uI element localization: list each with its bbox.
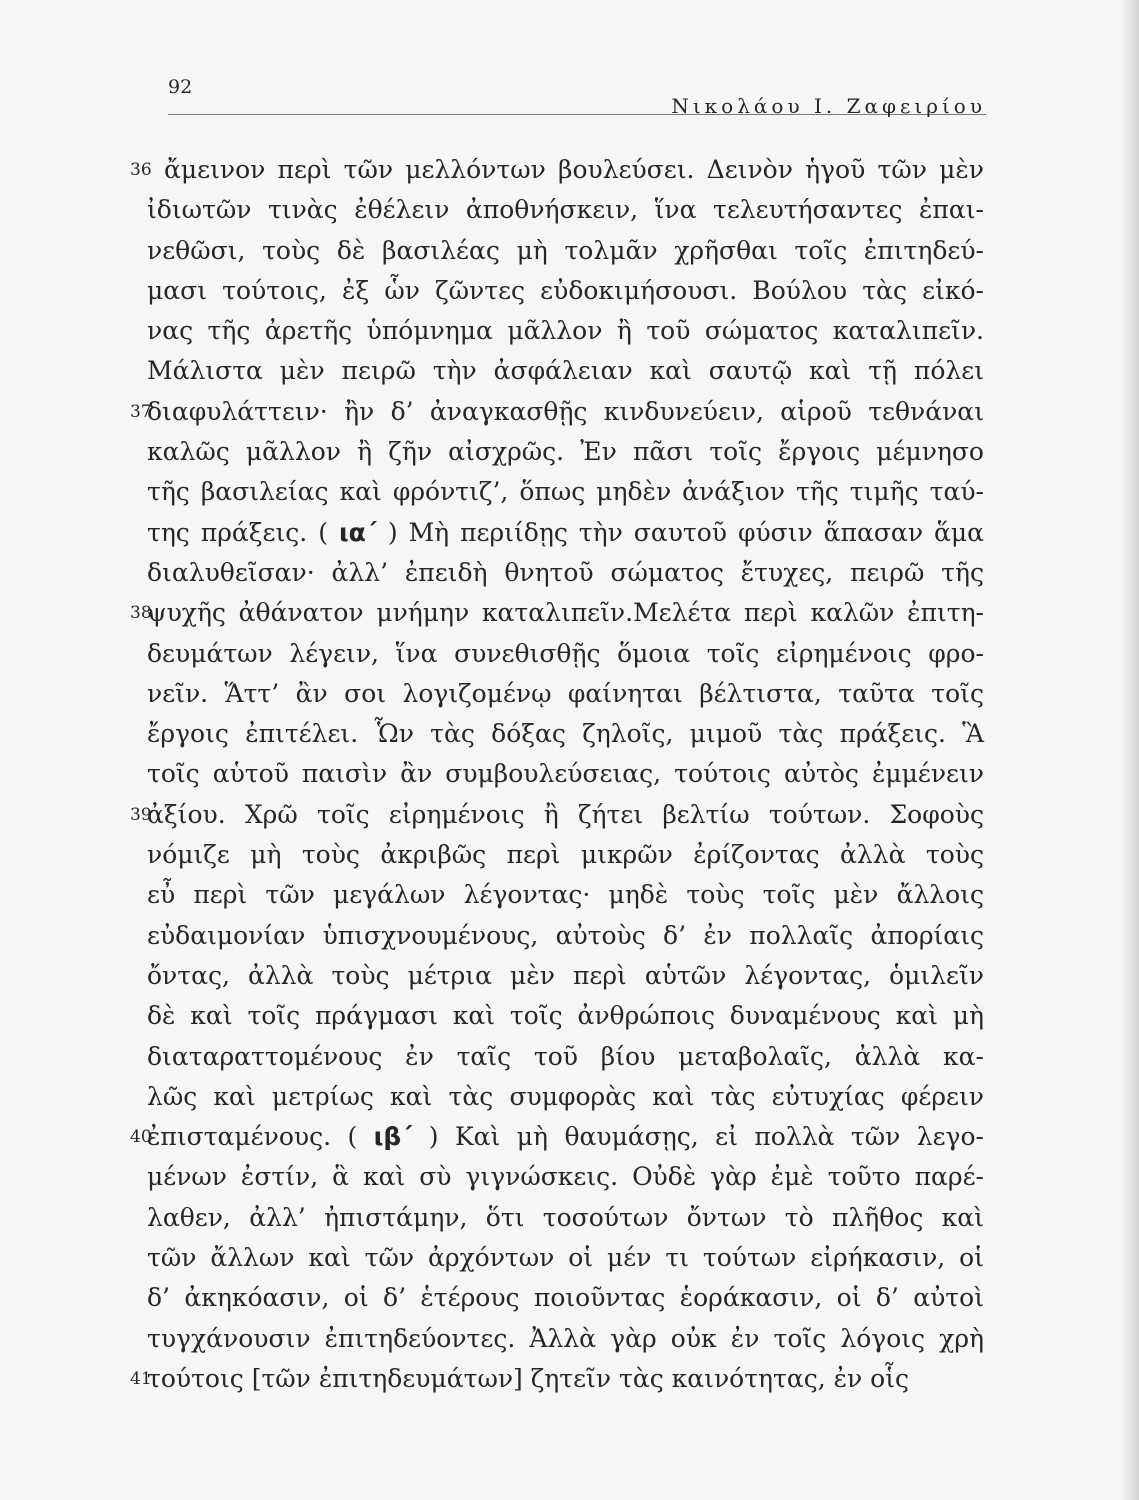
text-line: τυγχάνουσιν ἐπιτηδεύοντες. Ἀλλὰ γὰρ οὐκ ἐν τοῖς λόγοις χρὴ <box>147 1323 984 1353</box>
scan-shadow-edge <box>1121 0 1139 1500</box>
text-line: διαλυθεῖσαν· ἀλλ’ ἐπειδὴ θνητοῦ σώματος ἔτυχες, πειρῶ τῆς <box>147 557 984 587</box>
margin-line-number: 40 <box>130 1127 152 1148</box>
page-number: 92 <box>168 76 193 98</box>
text-row <box>0 472 1139 512</box>
text-line: λῶς καὶ μετρίως καὶ τὰς συμφορὰς καὶ τὰς εὐτυχίας φέρειν <box>147 1081 984 1111</box>
text-line: νεῖν. Ἅττ’ ἂν σοι λογιζομένῳ φαίνηται βέλτιστα, ταῦτα τοῖς <box>147 678 984 708</box>
margin-line-number: 38 <box>130 603 152 624</box>
margin-line-number: 37 <box>130 401 152 422</box>
text-row <box>0 1037 1139 1077</box>
text-row <box>0 916 1139 956</box>
text-row <box>0 754 1139 794</box>
text-row <box>0 392 1139 432</box>
text-row <box>0 714 1139 754</box>
text-row <box>0 1319 1139 1359</box>
section-marker: ιβ΄ <box>373 1122 413 1152</box>
text-segment: της πράξεις. ( <box>147 517 339 547</box>
text-line: τοῖς αὑτοῦ παισὶν ἂν συμβουλεύσειας, τούτοις αὐτὸς ἐμμένειν <box>147 759 984 789</box>
text-row <box>0 1238 1139 1278</box>
text-row <box>0 996 1139 1036</box>
text-line: δευμάτων λέγειν, ἵνα συνεθισθῇς ὅμοια τοῖς εἰρημένοις φρο- <box>147 638 984 668</box>
text-row <box>0 351 1139 391</box>
text-row <box>0 1198 1139 1238</box>
text-line: ψυχῆς ἀθάνατον μνήμην καταλιπεῖν.Μελέτα περὶ καλῶν ἐπιτη- <box>147 598 984 628</box>
text-row <box>0 513 1139 553</box>
section-marker: ια΄ <box>338 517 377 547</box>
text-row <box>0 634 1139 674</box>
text-line <box>147 1117 984 1157</box>
text-row <box>0 956 1139 996</box>
text-line: εὐδαιμονίαν ὑπισχνουμένους, αὐτοὺς δ’ ἐν πολλαῖς ἀπορίαις <box>147 920 984 950</box>
text-line: νας τῆς ἀρετῆς ὑπόμνημα μᾶλλον ἢ τοῦ σώματος καταλιπεῖν. <box>147 316 984 346</box>
text-line: διαταραττομένους ἐν ταῖς τοῦ βίου μεταβολαῖς, ἀλλὰ κα- <box>147 1041 984 1071</box>
greek-text-body <box>0 150 1139 1399</box>
text-row <box>0 432 1139 472</box>
text-line: μένων ἐστίν, ἃ καὶ σὺ γιγνώσκεις. Οὐδὲ γὰρ ἐμὲ τοῦτο παρέ- <box>147 1162 984 1192</box>
text-line: ἰδιωτῶν τινὰς ἐθέλειν ἀποθνήσκειν, ἵνα τελευτήσαντες ἐπαι- <box>147 195 984 225</box>
text-line: λαθεν, ἀλλ’ ἠπιστάμην, ὅτι τοσούτων ὄντων τὸ πλῆθος καὶ <box>147 1202 984 1232</box>
text-line: μασι τούτοις, ἐξ ὧν ζῶντες εὐδοκιμήσουσι. Βούλου τὰς εἰκό- <box>147 275 984 305</box>
text-line: Μάλιστα μὲν πειρῶ τὴν ἀσφάλειαν καὶ σαυτῷ καὶ τῇ πόλει <box>147 356 984 386</box>
text-line: νεθῶσι, τοὺς δὲ βασιλέας μὴ τολμᾶν χρῆσθαι τοῖς ἐπιτηδεύ- <box>147 235 984 265</box>
text-segment: ἐπισταμένους. ( <box>147 1122 374 1152</box>
text-row <box>0 190 1139 230</box>
text-line <box>147 513 984 553</box>
text-line: ἄμεινον περὶ τῶν μελλόντων βουλεύσει. Δεινὸν ἡγοῦ τῶν μὲν <box>164 155 984 184</box>
text-row <box>0 1117 1139 1157</box>
text-row <box>0 150 1139 190</box>
margin-line-number: 39 <box>130 804 152 825</box>
text-line: τῶν ἄλλων καὶ τῶν ἀρχόντων οἱ μέν τι τούτων εἰρήκασιν, οἱ <box>147 1243 984 1273</box>
text-line: καλῶς μᾶλλον ἢ ζῆν αἰσχρῶς. Ἐν πᾶσι τοῖς ἔργοις μέμνησο <box>147 437 984 467</box>
text-row <box>0 231 1139 271</box>
text-line: τῆς βασιλείας καὶ φρόντιζ’, ὅπως μηδὲν ἀνάξιον τῆς τιμῆς ταύ- <box>147 477 984 507</box>
text-row <box>0 553 1139 593</box>
text-line: ἀξίου. Χρῶ τοῖς εἰρημένοις ἢ ζήτει βελτίω τούτων. Σοφοὺς <box>147 799 984 829</box>
margin-line-number: 41 <box>130 1368 152 1389</box>
text-line: εὖ περὶ τῶν μεγάλων λέγοντας· μηδὲ τοὺς τοῖς μὲν ἄλλοις <box>147 880 984 910</box>
text-segment: ) Καὶ μὴ θαυμάσῃς, εἰ πολλὰ τῶν λεγο- <box>412 1122 984 1152</box>
text-row <box>0 674 1139 714</box>
text-row <box>0 271 1139 311</box>
text-row <box>0 593 1139 633</box>
text-row <box>0 1278 1139 1318</box>
text-row <box>0 311 1139 351</box>
text-row <box>0 875 1139 915</box>
text-row <box>0 1077 1139 1117</box>
text-line: ὄντας, ἀλλὰ τοὺς μέτρια μὲν περὶ αὑτῶν λέγοντας, ὁμιλεῖν <box>147 960 984 990</box>
text-line: δ’ ἀκηκόασιν, οἱ δ’ ἑτέρους ποιοῦντας ἑοράκασιν, οἱ δ’ αὐτοὶ <box>147 1283 984 1313</box>
margin-line-number: 36 <box>130 160 152 180</box>
text-row <box>0 1359 1139 1399</box>
text-line: τούτοις [τῶν ἐπιτηδευμάτων] ζητεῖν τὰς καινότητας, ἐν οἷς <box>147 1363 910 1393</box>
text-line: νόμιζε μὴ τοὺς ἀκριβῶς περὶ μικρῶν ἐρίζοντας ἀλλὰ τοὺς <box>147 840 984 870</box>
running-head: Νικολάου Ι. Ζαφειρίου <box>671 94 986 118</box>
text-line: διαφυλάττειν· ἢν δ’ ἀναγκασθῇς κινδυνεύειν, αἱροῦ τεθνάναι <box>147 396 984 426</box>
text-line: δὲ καὶ τοῖς πράγμασι καὶ τοῖς ἀνθρώποις δυναμένους καὶ μὴ <box>147 1001 984 1031</box>
text-segment: ) Μὴ περιίδῃς τὴν σαυτοῦ φύσιν ἅπασαν ἅμα <box>376 517 984 547</box>
text-row <box>0 1157 1139 1197</box>
text-row <box>0 835 1139 875</box>
text-line: ἔργοις ἐπιτέλει. Ὧν τὰς δόξας ζηλοῖς, μιμοῦ τὰς πράξεις. Ἃ <box>147 719 984 749</box>
page-header <box>168 70 986 118</box>
text-row <box>0 795 1139 835</box>
